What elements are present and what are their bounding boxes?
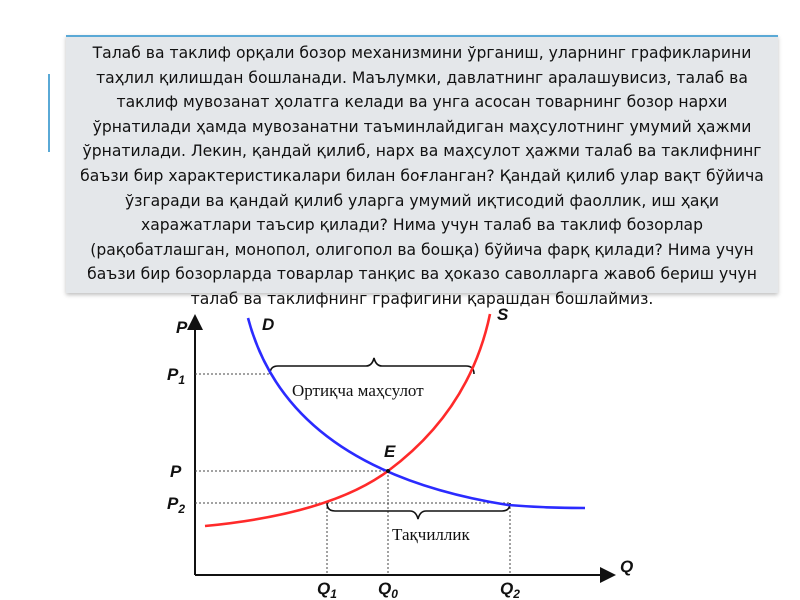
equilibrium-point [386,469,390,473]
q1-label: $Q_1$ [317,579,337,600]
shortage-brace [327,503,510,519]
price-p2-label: $P_2$ [167,494,186,516]
demand-label: D [262,315,275,334]
price-p-label: P [170,462,182,481]
y-axis-label: P [176,318,188,337]
price-p1-label: $P_1$ [167,365,186,387]
supply-curve [205,314,490,526]
demand-curve [248,318,585,508]
intro-paragraph: Талаб ва таклиф орқали бозор механизмини ўрганиш, уларнинг графикларини таҳлил қилишдан бошланади. Маълумки, давлатнинг аралашувисиз, талаб ва таклиф мувозанат ҳолатга келади ва унга асосан товарнинг бозор нархи ўрнатилади ҳамда мувозанатни таъминлайдиган маҳсулотнинг умумий ҳажми ўрнатилади. Лекин, қандай қилиб, нарх ва маҳсулот ҳажми талаб ва таклифнинг баъзи бир характеристикалари билан боғланган? Қандай қилиб улар вақт бўйича ўзгаради ва қандай қилиб уларга умумий иқтисодий фаоллик, иш ҳақи харажатлари таъсир қилади? Нима учун талаб ва таклиф бозорлар (рақобатлашган, монопол, олигопол ва бошқа) бўйича фарқ қилади? Нима учун баъзи бир бозорларда товарлар танқис ва ҳоказо саволларга жавоб бериш учун талаб ва таклифнинг графигини қарашдан бошлаймиз. [80,44,764,308]
surplus-brace [270,358,474,374]
x-axis-label: Q [620,557,634,576]
shortage-label: Тақчиллик [392,525,470,544]
q2-label: $Q_2$ [500,579,520,600]
q0-label: $Q_0$ [378,579,398,600]
surplus-label: Ортиқча маҳсулот [292,381,424,400]
equilibrium-label: E [384,442,396,461]
supply-label: S [497,305,509,324]
